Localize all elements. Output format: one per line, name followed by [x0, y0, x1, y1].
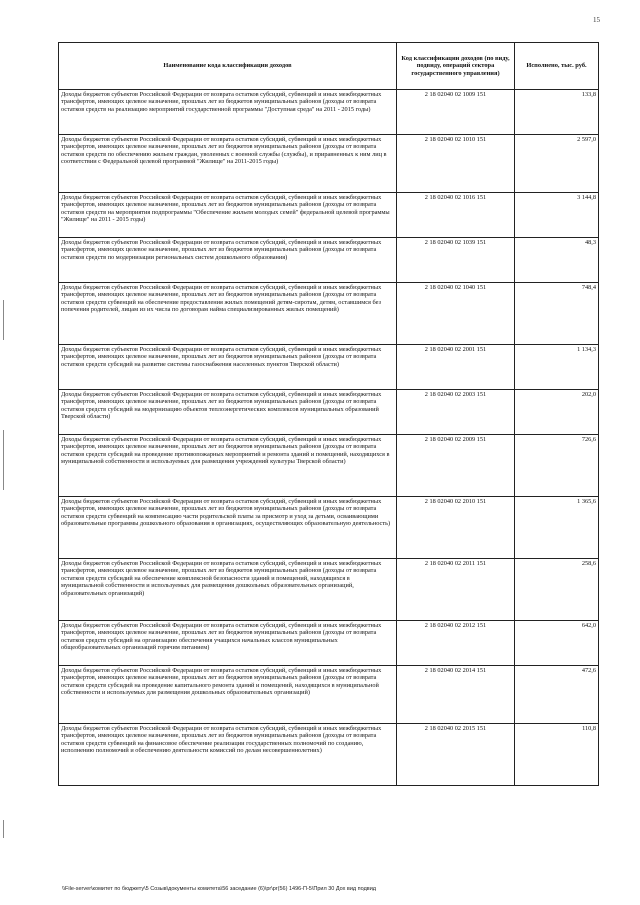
row-amount-cell: 726,6 — [515, 435, 599, 497]
header-code: Код классификации доходов (по виду, подвиду, операций сектора государственного управления) — [397, 43, 515, 90]
table-row — [59, 135, 599, 193]
table-row — [59, 666, 599, 724]
row-code-cell: 2 18 02040 02 1010 151 — [397, 135, 515, 193]
row-name-cell: Доходы бюджетов субъектов Российской Федерации от возврата остатков субсидий, субвенций и иных межбюджетных трансфертов, имеющих целевое назначение, прошлых лет из бюджетов муниципальных районов (доходы от возврата остатков средств субвенций на финансовое обеспечение реализации государственных полномочий по созданию, исполнению полномочий и обеспечению деятельности комиссий по делам несовершеннолетних) — [59, 724, 397, 786]
row-amount-cell: 48,3 — [515, 238, 599, 283]
row-code-cell: 2 18 02040 02 1039 151 — [397, 238, 515, 283]
row-code-cell: 2 18 02040 02 2010 151 — [397, 497, 515, 559]
row-name-cell: Доходы бюджетов субъектов Российской Федерации от возврата остатков субсидий, субвенций и иных межбюджетных трансфертов, имеющих целевое назначение, прошлых лет из бюджетов муниципальных районов (доходы от возврата остатков средств субвенций на обеспечение предоставления жилых помещений детям-сиротам, детям, оставшимся без попечения родителей, лицам из их числа по договорам найма специализированных жилых помещений) — [59, 283, 397, 345]
row-amount-cell: 3 144,8 — [515, 193, 599, 238]
table-row — [59, 193, 599, 238]
table-body — [59, 90, 599, 786]
row-name-cell: Доходы бюджетов субъектов Российской Федерации от возврата остатков субсидий, субвенций и иных межбюджетных трансфертов, имеющих целевое назначение, прошлых лет из бюджетов муниципальных районов (доходы от возврата остатков средств субсидий на модернизацию объектов теплоэнергетических комплексов муниципальных образований Тверской области) — [59, 390, 397, 435]
row-name-cell: Доходы бюджетов субъектов Российской Федерации от возврата остатков субсидий, субвенций и иных межбюджетных трансфертов, имеющих целевое назначение, прошлых лет из бюджетов муниципальных районов (доходы от возврата остатков средств на мероприятия подпрограммы "Обеспечение жильем молодых семей" федеральной целевой программы "Жилище" на 2011 - 2015 годы) — [59, 193, 397, 238]
row-name-cell: Доходы бюджетов субъектов Российской Федерации от возврата остатков субсидий, субвенций и иных межбюджетных трансфертов, имеющих целевое назначение, прошлых лет из бюджетов муниципальных районов (доходы от возврата остатков средств субсидий на проведение противопожарных мероприятий и ремонта зданий и помещений, находящихся в муниципальной собственности и используемых для размещения учреждений культуры Тверской области) — [59, 435, 397, 497]
table-row — [59, 559, 599, 621]
table-row — [59, 238, 599, 283]
row-name-cell: Доходы бюджетов субъектов Российской Федерации от возврата остатков субсидий, субвенций и иных межбюджетных трансфертов, имеющих целевое назначение, прошлых лет из бюджетов муниципальных районов (доходы от возврата остатков средств на реализацию мероприятий государственной программы "Доступная среда" на 2011 - 2015 годы) — [59, 90, 397, 135]
row-code-cell: 2 18 02040 02 1009 151 — [397, 90, 515, 135]
table-row — [59, 345, 599, 390]
table-row — [59, 724, 599, 786]
table-row — [59, 435, 599, 497]
row-amount-cell: 110,8 — [515, 724, 599, 786]
scan-edge-mark — [3, 300, 4, 340]
row-name-cell: Доходы бюджетов субъектов Российской Федерации от возврата остатков субсидий, субвенций и иных межбюджетных трансфертов, имеющих целевое назначение, прошлых лет из бюджетов муниципальных районов (доходы от возврата остатков средств субсидий на проведение капитального ремонта зданий и помещений, находящихся в муниципальной собственности и используемых для размещения дошкольных образовательных организаций) — [59, 666, 397, 724]
scan-edge-mark — [3, 430, 4, 490]
row-code-cell: 2 18 02040 02 2001 151 — [397, 345, 515, 390]
row-code-cell: 2 18 02040 02 1040 151 — [397, 283, 515, 345]
row-amount-cell: 642,0 — [515, 621, 599, 666]
row-amount-cell: 2 597,0 — [515, 135, 599, 193]
row-name-cell: Доходы бюджетов субъектов Российской Федерации от возврата остатков субсидий, субвенций и иных межбюджетных трансфертов, имеющих целевое назначение, прошлых лет из бюджетов муниципальных районов (доходы от возврата остатков средств по модернизации региональных систем дошкольного образования) — [59, 238, 397, 283]
row-code-cell: 2 18 02040 02 2009 151 — [397, 435, 515, 497]
row-amount-cell: 133,8 — [515, 90, 599, 135]
header-amount: Исполнено, тыс. руб. — [515, 43, 599, 90]
row-code-cell: 2 18 02040 02 1016 151 — [397, 193, 515, 238]
page-number: 15 — [593, 16, 600, 24]
row-code-cell: 2 18 02040 02 2003 151 — [397, 390, 515, 435]
row-code-cell: 2 18 02040 02 2011 151 — [397, 559, 515, 621]
table-row — [59, 90, 599, 135]
row-code-cell: 2 18 02040 02 2015 151 — [397, 724, 515, 786]
row-name-cell: Доходы бюджетов субъектов Российской Федерации от возврата остатков субсидий, субвенций и иных межбюджетных трансфертов, имеющих целевое назначение, прошлых лет из бюджетов муниципальных районов (доходы от возврата остатков средств по обеспечению жильем граждан, уволенных с военной службы (службы), и приравненных к ним лиц в соответствии с Федеральной целевой программой "Жилище" на 2011-2015 годы) — [59, 135, 397, 193]
table-row — [59, 283, 599, 345]
row-name-cell: Доходы бюджетов субъектов Российской Федерации от возврата остатков субсидий, субвенций и иных межбюджетных трансфертов, имеющих целевое назначение, прошлых лет из бюджетов муниципальных районов (доходы от возврата остатков средств субсидий на обеспечение комплексной безопасности зданий и помещений, находящихся в муниципальной собственности и используемых для размещения дошкольных образовательных организаций, образовательных организаций) — [59, 559, 397, 621]
row-amount-cell: 472,6 — [515, 666, 599, 724]
row-code-cell: 2 18 02040 02 2014 151 — [397, 666, 515, 724]
row-amount-cell: 202,0 — [515, 390, 599, 435]
row-amount-cell: 1 365,6 — [515, 497, 599, 559]
row-name-cell: Доходы бюджетов субъектов Российской Федерации от возврата остатков субсидий, субвенций и иных межбюджетных трансфертов, имеющих целевое назначение, прошлых лет из бюджетов муниципальных районов (доходы от возврата остатков средств субсидий на развитие системы газоснабжения населенных пунктов Тверской области) — [59, 345, 397, 390]
table-row — [59, 621, 599, 666]
header-name: Наименование кода классификации доходов — [59, 43, 397, 90]
row-name-cell: Доходы бюджетов субъектов Российской Федерации от возврата остатков субсидий, субвенций и иных межбюджетных трансфертов, имеющих целевое назначение, прошлых лет из бюджетов муниципальных районов (доходы от возврата остатков средств субсидий на организацию обеспечения учащихся начальных классов муниципальных общеобразовательных организаций горячим питанием) — [59, 621, 397, 666]
footer-file-path: \\File-server\комитет по бюджету\5 Созыв\документы комитета\56 заседание (6)\pr\pr(56) 1496-П-5\Прил 30 Дох вид подвид — [62, 886, 376, 892]
scan-edge-mark — [3, 820, 4, 838]
row-amount-cell: 258,6 — [515, 559, 599, 621]
row-amount-cell: 748,4 — [515, 283, 599, 345]
table-header-row — [59, 43, 599, 90]
table-row — [59, 497, 599, 559]
table-row — [59, 390, 599, 435]
row-code-cell: 2 18 02040 02 2012 151 — [397, 621, 515, 666]
income-classification-table — [58, 42, 599, 786]
row-amount-cell: 1 134,3 — [515, 345, 599, 390]
row-name-cell: Доходы бюджетов субъектов Российской Федерации от возврата остатков субсидий, субвенций и иных межбюджетных трансфертов, имеющих целевое назначение, прошлых лет из бюджетов муниципальных районов (доходы от возврата остатков средств субвенций на компенсацию части родительской платы за присмотр и уход за детьми, осваивающими образовательные программы дошкольного образования в организациях, осуществляющих образовательную деятельность) — [59, 497, 397, 559]
